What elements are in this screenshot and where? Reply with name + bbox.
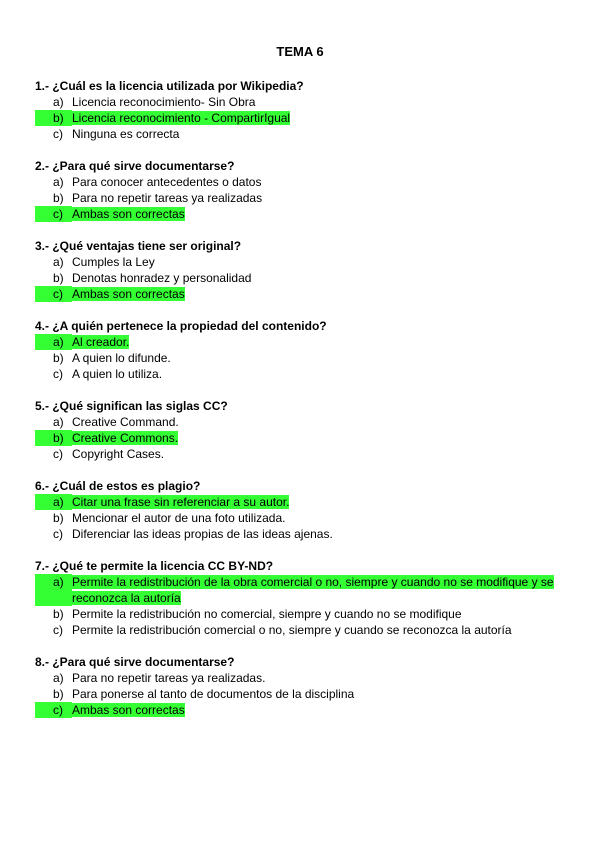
option-letter: c) (35, 702, 72, 718)
option-letter: b) (53, 271, 64, 285)
question-label: ¿Para qué sirve documentarse? (52, 655, 235, 669)
question-number: 6.- (35, 479, 53, 493)
option-item (35, 366, 565, 382)
option-item (35, 270, 565, 286)
option-text: Ambas son correctas (72, 703, 185, 717)
option-letter: a) (53, 671, 64, 685)
option-list (35, 574, 565, 638)
question-block (35, 238, 565, 302)
question-text (35, 238, 565, 254)
question-list (35, 78, 565, 734)
option-letter: b) (53, 687, 64, 701)
option-letter: c) (35, 286, 72, 302)
question-number: 7.- (35, 559, 53, 573)
option-text: Para no repetir tareas ya realizadas. (72, 671, 266, 685)
option-text: Mencionar el autor de una foto utilizada. (72, 511, 286, 525)
option-item-correct (35, 702, 565, 718)
question-text (35, 158, 565, 174)
option-item (35, 622, 565, 638)
option-item (35, 414, 565, 430)
question-label: ¿A quién pertenece la propiedad del contenido? (52, 319, 327, 333)
option-letter: a) (53, 255, 64, 269)
option-item-correct (35, 574, 565, 606)
option-text: Denotas honradez y personalidad (72, 271, 252, 285)
page-title: TEMA 6 (276, 44, 324, 59)
option-item-correct (35, 286, 565, 302)
option-letter: c) (53, 367, 63, 381)
option-list (35, 414, 565, 462)
question-text (35, 654, 565, 670)
option-item (35, 606, 565, 622)
option-item (35, 174, 565, 190)
option-item-correct (35, 430, 565, 446)
option-text: Permite la redistribución de la obra comercial o no, siempre y cuando no se modifique y se reconozca la autoría (72, 575, 554, 605)
question-block (35, 654, 565, 718)
option-list (35, 254, 565, 302)
option-item (35, 446, 565, 462)
option-letter: c) (53, 447, 63, 461)
option-text: Ambas son correctas (72, 207, 185, 221)
question-text (35, 398, 565, 414)
option-list (35, 670, 565, 718)
question-text (35, 558, 565, 574)
option-list (35, 334, 565, 382)
option-item-correct (35, 206, 565, 222)
option-list (35, 174, 565, 222)
option-list (35, 94, 565, 142)
option-text: Diferenciar las ideas propias de las ideas ajenas. (72, 527, 333, 541)
question-label: ¿Qué significan las siglas CC? (52, 399, 228, 413)
question-number: 4.- (35, 319, 53, 333)
option-letter: a) (35, 334, 72, 350)
option-item (35, 126, 565, 142)
option-text: A quien lo utiliza. (72, 367, 163, 381)
question-label: ¿Qué te permite la licencia CC BY-ND? (52, 559, 274, 573)
option-letter: a) (35, 494, 72, 510)
option-text: Creative Command. (72, 415, 179, 429)
option-letter: c) (53, 127, 63, 141)
option-text: Citar una frase sin referenciar a su autor. (72, 495, 290, 509)
option-letter: a) (35, 574, 72, 606)
question-label: ¿Qué ventajas tiene ser original? (52, 239, 242, 253)
option-text: Cumples la Ley (72, 255, 155, 269)
option-text: Creative Commons. (72, 431, 179, 445)
question-text (35, 478, 565, 494)
question-number: 2.- (35, 159, 53, 173)
option-item (35, 526, 565, 542)
question-block (35, 158, 565, 222)
option-text: Permite la redistribución comercial o no, siempre y cuando se reconozca la autoría (72, 623, 512, 637)
option-letter: c) (53, 623, 63, 637)
option-letter: a) (53, 175, 64, 189)
option-item-correct (35, 334, 565, 350)
option-text: Licencia reconocimiento - CompartirIgual (72, 111, 291, 125)
option-item (35, 510, 565, 526)
option-item (35, 670, 565, 686)
question-label: ¿Para qué sirve documentarse? (52, 159, 235, 173)
option-item (35, 254, 565, 270)
option-text: Licencia reconocimiento- Sin Obra (72, 95, 256, 109)
option-item (35, 686, 565, 702)
option-letter: b) (53, 191, 64, 205)
option-letter: b) (35, 110, 72, 126)
option-letter: b) (53, 607, 64, 621)
option-item-correct (35, 110, 565, 126)
option-text: Ambas son correctas (72, 287, 185, 301)
option-letter: b) (53, 351, 64, 365)
option-letter: b) (53, 511, 64, 525)
question-label: ¿Cuál es la licencia utilizada por Wikipedia? (52, 79, 304, 93)
option-letter: c) (53, 527, 63, 541)
option-list (35, 494, 565, 542)
option-letter: c) (35, 206, 72, 222)
option-item (35, 350, 565, 366)
option-text: A quien lo difunde. (72, 351, 171, 365)
option-text: Copyright Cases. (72, 447, 165, 461)
option-text: Al creador. (72, 335, 130, 349)
question-text (35, 318, 565, 334)
option-text: Para conocer antecedentes o datos (72, 175, 262, 189)
option-letter: a) (53, 95, 64, 109)
option-item (35, 190, 565, 206)
question-block (35, 558, 565, 638)
question-number: 8.- (35, 655, 53, 669)
option-text: Ninguna es correcta (72, 127, 180, 141)
question-block (35, 398, 565, 462)
option-item-correct (35, 494, 565, 510)
question-label: ¿Cuál de estos es plagio? (52, 479, 201, 493)
question-number: 1.- (35, 79, 53, 93)
option-item (35, 94, 565, 110)
option-text: Para no repetir tareas ya realizadas (72, 191, 263, 205)
option-text: Para ponerse al tanto de documentos de la disciplina (72, 687, 355, 701)
option-letter: b) (35, 430, 72, 446)
question-block (35, 318, 565, 382)
question-number: 5.- (35, 399, 53, 413)
question-block (35, 78, 565, 142)
option-letter: a) (53, 415, 64, 429)
question-block (35, 478, 565, 542)
option-text: Permite la redistribución no comercial, siempre y cuando no se modifique (72, 607, 462, 621)
question-text (35, 78, 565, 94)
question-number: 3.- (35, 239, 53, 253)
